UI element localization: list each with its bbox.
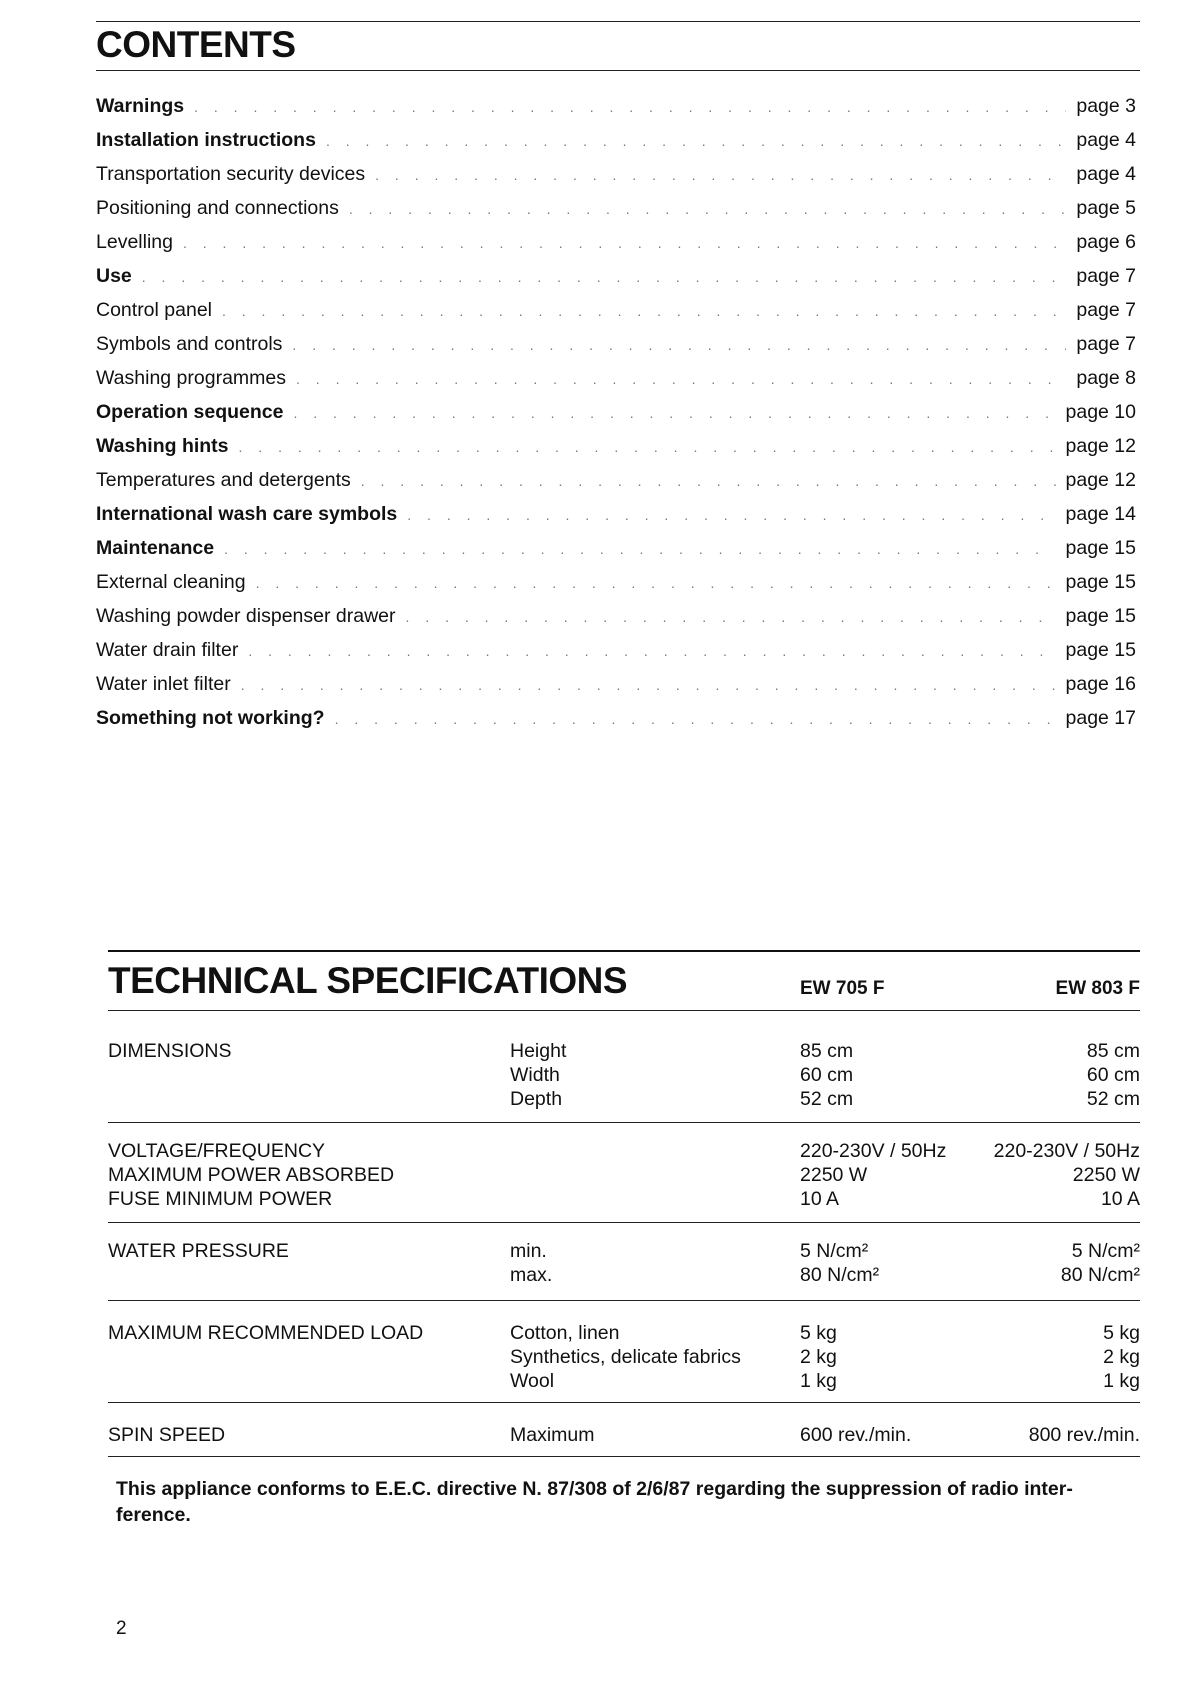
spec-value-a: 85 cm — [800, 1040, 854, 1062]
spec-value-a: 10 A — [800, 1188, 840, 1210]
spec-row — [108, 1088, 1140, 1112]
toc-entry[interactable] — [96, 333, 1136, 367]
dot-leader — [224, 541, 1055, 557]
toc-page: page 16 — [1065, 673, 1136, 695]
toc-page: page 4 — [1076, 163, 1136, 185]
toc-page: page 10 — [1065, 401, 1136, 423]
spec-value-a: 220-230V / 50Hz — [800, 1140, 947, 1162]
spec-label: FUSE MINIMUM POWER — [108, 1188, 333, 1210]
spec-spin-speed — [108, 1424, 1140, 1448]
toc-page: page 7 — [1076, 299, 1136, 321]
toc-label: Water inlet filter — [96, 673, 231, 695]
spec-load — [108, 1322, 1140, 1394]
spec-value-b: 80 N/cm² — [1060, 1264, 1140, 1286]
spec-value-a: 600 rev./min. — [800, 1424, 912, 1446]
toc-page: page 12 — [1065, 469, 1136, 491]
toc-entry[interactable] — [96, 707, 1136, 741]
model-a-header: EW 705 F — [800, 978, 885, 999]
dot-leader — [142, 269, 1067, 285]
toc-label: Something not working? — [96, 707, 325, 729]
toc-page: page 7 — [1076, 265, 1136, 287]
toc-label: Levelling — [96, 231, 173, 253]
toc-page: page 4 — [1076, 129, 1136, 151]
spec-param: Depth — [510, 1088, 563, 1110]
spec-value-b: 5 N/cm² — [1071, 1240, 1140, 1262]
toc-page: page 7 — [1076, 333, 1136, 355]
contents-heading: CONTENTS — [96, 24, 296, 65]
spec-value-a: 80 N/cm² — [800, 1264, 880, 1286]
dot-leader — [248, 643, 1055, 659]
dot-leader — [256, 575, 1056, 591]
spec-row — [108, 1064, 1140, 1088]
spec-value-b: 220-230V / 50Hz — [993, 1140, 1140, 1162]
spec-row — [108, 1424, 1140, 1448]
spec-param: max. — [510, 1264, 553, 1286]
toc-entry[interactable] — [96, 299, 1136, 333]
spec-row — [108, 1240, 1140, 1264]
toc-label: Washing programmes — [96, 367, 287, 389]
spec-row — [108, 1370, 1140, 1394]
spec-param: Height — [510, 1040, 567, 1062]
top-rule — [96, 21, 1140, 22]
toc-entry[interactable] — [96, 673, 1136, 707]
spec-value-a: 52 cm — [800, 1088, 854, 1110]
dot-leader — [296, 371, 1066, 387]
eec-conformity-notice: This appliance conforms to E.E.C. directive N. 87/308 of 2/6/87 regarding the suppression of radio inter-ference. — [116, 1478, 1073, 1526]
spec-row — [108, 1164, 1140, 1188]
spec-value-a: 5 N/cm² — [800, 1240, 869, 1262]
dot-leader — [222, 303, 1066, 319]
toc-page: page 15 — [1065, 571, 1136, 593]
spec-water-pressure — [108, 1240, 1140, 1288]
spec-value-a: 2 kg — [800, 1346, 837, 1368]
toc-label: Washing hints — [96, 435, 229, 457]
toc-label: Control panel — [96, 299, 212, 321]
toc-entry[interactable] — [96, 537, 1136, 571]
spec-value-b: 800 rev./min. — [1028, 1424, 1140, 1446]
dot-leader — [361, 473, 1056, 489]
spec-label: VOLTAGE/FREQUENCY — [108, 1140, 326, 1162]
spec-param: Synthetics, delicate fabrics — [510, 1346, 741, 1368]
dot-leader — [406, 609, 1056, 625]
toc-entry[interactable] — [96, 265, 1136, 299]
toc-label: Transportation security devices — [96, 163, 366, 185]
toc-page: page 15 — [1065, 537, 1136, 559]
spec-row — [108, 1322, 1140, 1346]
spec-label: SPIN SPEED — [108, 1424, 226, 1446]
toc-page: page 12 — [1065, 435, 1136, 457]
toc-page: page 3 — [1076, 95, 1136, 117]
spec-value-a: 60 cm — [800, 1064, 854, 1086]
spec-param: Cotton, linen — [510, 1322, 620, 1344]
specs-top-rule — [108, 950, 1140, 952]
toc-entry[interactable] — [96, 197, 1136, 231]
spec-label: DIMENSIONS — [108, 1040, 232, 1062]
spec-divider — [108, 1402, 1140, 1403]
toc-label: International wash care symbols — [96, 503, 398, 525]
toc-entry[interactable] — [96, 435, 1136, 469]
toc-label: Temperatures and detergents — [96, 469, 351, 491]
spec-dimensions — [108, 1040, 1140, 1112]
toc-entry[interactable] — [96, 129, 1136, 163]
spec-value-b: 2250 W — [1072, 1164, 1140, 1186]
spec-param: Wool — [510, 1370, 555, 1392]
toc-entry[interactable] — [96, 95, 1136, 129]
dot-leader — [375, 167, 1066, 183]
toc-page: page 6 — [1076, 231, 1136, 253]
spec-divider — [108, 1300, 1140, 1301]
toc-label: Operation sequence — [96, 401, 284, 423]
toc-entry[interactable] — [96, 401, 1136, 435]
dot-leader — [335, 711, 1056, 727]
toc-entry[interactable] — [96, 639, 1136, 673]
spec-row — [108, 1264, 1140, 1288]
page-number: 2 — [116, 1618, 127, 1639]
spec-value-b: 5 kg — [1103, 1322, 1140, 1344]
spec-label: MAXIMUM POWER ABSORBED — [108, 1164, 395, 1186]
spec-value-a: 5 kg — [800, 1322, 837, 1344]
table-of-contents — [96, 95, 1136, 741]
spec-label: WATER PRESSURE — [108, 1240, 289, 1262]
dot-leader — [239, 439, 1056, 455]
toc-label: Maintenance — [96, 537, 215, 559]
specs-header-rule — [108, 1010, 1140, 1011]
toc-label: External cleaning — [96, 571, 246, 593]
spec-param: Width — [510, 1064, 560, 1086]
dot-leader — [349, 201, 1067, 217]
spec-value-b: 1 kg — [1103, 1370, 1140, 1392]
dot-leader — [292, 337, 1066, 353]
toc-page: page 15 — [1065, 639, 1136, 661]
spec-value-b: 85 cm — [1086, 1040, 1140, 1062]
spec-row — [108, 1140, 1140, 1164]
spec-electrical — [108, 1140, 1140, 1212]
spec-value-a: 1 kg — [800, 1370, 837, 1392]
toc-label: Positioning and connections — [96, 197, 339, 219]
toc-label: Washing powder dispenser drawer — [96, 605, 396, 627]
specs-heading: TECHNICAL SPECIFICATIONS — [108, 960, 628, 1001]
toc-label: Use — [96, 265, 132, 287]
toc-label: Symbols and controls — [96, 333, 283, 355]
toc-label: Warnings — [96, 95, 185, 117]
spec-param: min. — [510, 1240, 547, 1262]
toc-page: page 5 — [1076, 197, 1136, 219]
spec-value-b: 10 A — [1100, 1188, 1140, 1210]
toc-page: page 8 — [1076, 367, 1136, 389]
toc-entry[interactable] — [96, 231, 1136, 265]
toc-entry[interactable] — [96, 605, 1136, 639]
toc-entry[interactable] — [96, 503, 1136, 537]
dot-leader — [293, 405, 1055, 421]
spec-value-a: 2250 W — [800, 1164, 868, 1186]
spec-row — [108, 1040, 1140, 1064]
toc-entry[interactable] — [96, 469, 1136, 503]
spec-divider — [108, 1222, 1140, 1223]
toc-page: page 17 — [1065, 707, 1136, 729]
toc-entry[interactable] — [96, 367, 1136, 401]
toc-label: Water drain filter — [96, 639, 239, 661]
spec-label: MAXIMUM RECOMMENDED LOAD — [108, 1322, 424, 1344]
contents-underline — [96, 70, 1140, 71]
model-b-header: EW 803 F — [1055, 978, 1140, 999]
spec-row — [108, 1346, 1140, 1370]
toc-entry[interactable] — [96, 163, 1136, 197]
toc-page: page 14 — [1065, 503, 1136, 525]
spec-divider — [108, 1122, 1140, 1123]
toc-label: Installation instructions — [96, 129, 316, 151]
toc-entry[interactable] — [96, 571, 1136, 605]
spec-value-b: 52 cm — [1086, 1088, 1140, 1110]
spec-param: Maximum — [510, 1424, 595, 1446]
dot-leader — [326, 133, 1066, 149]
dot-leader — [183, 235, 1066, 251]
spec-bottom-rule — [108, 1456, 1140, 1457]
spec-row — [108, 1188, 1140, 1212]
dot-leader — [194, 99, 1066, 115]
dot-leader — [241, 677, 1056, 693]
spec-value-b: 60 cm — [1086, 1064, 1140, 1086]
dot-leader — [407, 507, 1055, 523]
toc-page: page 15 — [1065, 605, 1136, 627]
spec-value-b: 2 kg — [1103, 1346, 1140, 1368]
